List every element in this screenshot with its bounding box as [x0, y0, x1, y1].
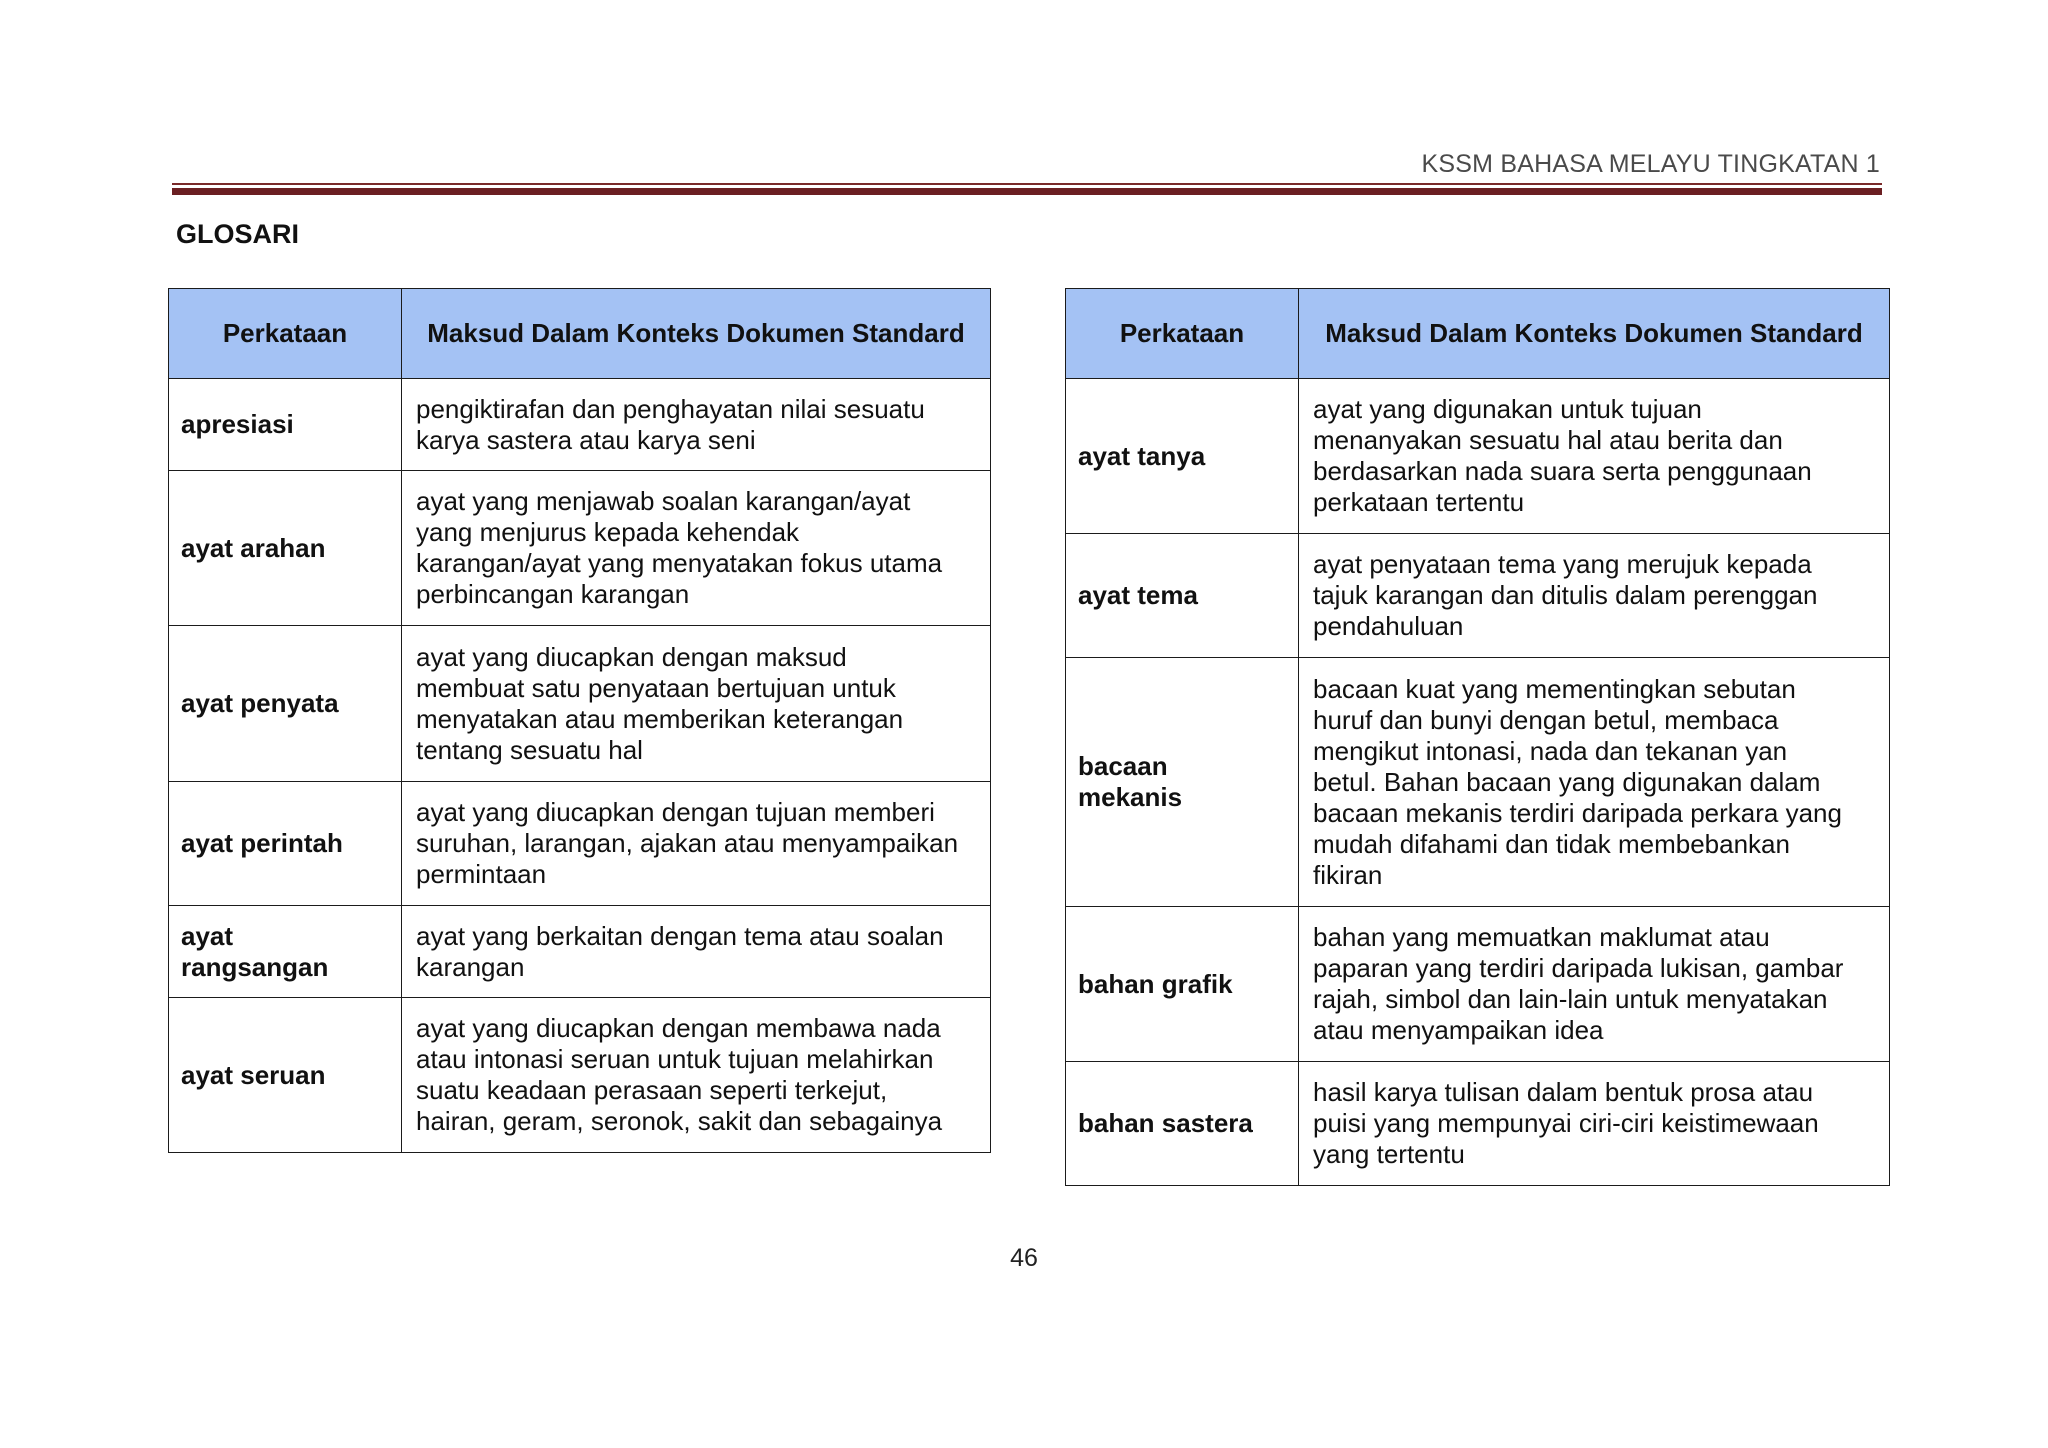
glossary-table-left [168, 288, 991, 1153]
table-row [1066, 658, 1890, 907]
glossary-term: apresiasi [169, 379, 402, 471]
glossary-definition: ayat yang berkaitan dengan tema atau soalan karangan [402, 906, 991, 998]
glossary-definition: ayat yang diucapkan dengan maksud membuat satu penyataan bertujuan untuk menyatakan atau memberikan keterangan tentang sesuatu hal [402, 626, 991, 782]
glossary-definition: bacaan kuat yang mementingkan sebutan huruf dan bunyi dengan betul, membaca mengikut intonasi, nada dan tekanan yan betul. Bahan bacaan yang digunakan dalam bacaan mekanis terdiri daripada perkara yang mudah difahami dan tidak membebankan fikiran [1299, 658, 1890, 907]
glossary-definition: ayat yang diucapkan dengan tujuan memberi suruhan, larangan, ajakan atau menyampaikan permintaan [402, 782, 991, 906]
column-header-term: Perkataan [1066, 289, 1299, 379]
glossary-term: bacaan mekanis [1066, 658, 1299, 907]
glossary-definition: ayat yang digunakan untuk tujuan menanyakan sesuatu hal atau berita dan berdasarkan nada suara serta penggunaan perkataan tertentu [1299, 379, 1890, 534]
column-header-meaning: Maksud Dalam Konteks Dokumen Standard [402, 289, 991, 379]
glossary-term: ayat perintah [169, 782, 402, 906]
glossary-definition: ayat penyataan tema yang merujuk kepada tajuk karangan dan ditulis dalam perenggan pendahuluan [1299, 534, 1890, 658]
table-row [1066, 379, 1890, 534]
table-row [169, 998, 991, 1153]
column-header-meaning: Maksud Dalam Konteks Dokumen Standard [1299, 289, 1890, 379]
glossary-definition: ayat yang diucapkan dengan membawa nada atau intonasi seruan untuk tujuan melahirkan suatu keadaan perasaan seperti terkejut, hairan, geram, seronok, sakit dan sebagainya [402, 998, 991, 1153]
glossary-term: bahan sastera [1066, 1062, 1299, 1186]
glossary-term: ayat tanya [1066, 379, 1299, 534]
header-divider-thick [172, 188, 1882, 195]
page-number: 46 [1010, 1244, 1038, 1272]
glossary-definition: pengiktirafan dan penghayatan nilai sesuatu karya sastera atau karya seni [402, 379, 991, 471]
glossary-term: ayat seruan [169, 998, 402, 1153]
header-divider-thin [172, 183, 1882, 185]
table-row [169, 626, 991, 782]
table-row [169, 379, 991, 471]
table-row [1066, 907, 1890, 1062]
document-header-title: KSSM BAHASA MELAYU TINGKATAN 1 [1421, 150, 1880, 178]
table-row [169, 906, 991, 998]
glossary-term: ayat arahan [169, 471, 402, 626]
glossary-term: ayat tema [1066, 534, 1299, 658]
glossary-term: ayat penyata [169, 626, 402, 782]
glossary-term: bahan grafik [1066, 907, 1299, 1062]
glossary-term: ayat rangsangan [169, 906, 402, 998]
table-row [169, 471, 991, 626]
table-row [1066, 1062, 1890, 1186]
table-row [1066, 534, 1890, 658]
glossary-definition: hasil karya tulisan dalam bentuk prosa atau puisi yang mempunyai ciri-ciri keistimewaan yang tertentu [1299, 1062, 1890, 1186]
glossary-table-right [1065, 288, 1890, 1186]
column-header-term: Perkataan [169, 289, 402, 379]
glossary-definition: bahan yang memuatkan maklumat atau paparan yang terdiri daripada lukisan, gambar rajah, simbol dan lain-lain untuk menyatakan atau menyampaikan idea [1299, 907, 1890, 1062]
table-row [169, 782, 991, 906]
glossary-definition: ayat yang menjawab soalan karangan/ayat yang menjurus kepada kehendak karangan/ayat yang menyatakan fokus utama perbincangan karangan [402, 471, 991, 626]
section-title: GLOSARI [176, 219, 300, 249]
table-header-row [1066, 289, 1890, 379]
table-header-row [169, 289, 991, 379]
